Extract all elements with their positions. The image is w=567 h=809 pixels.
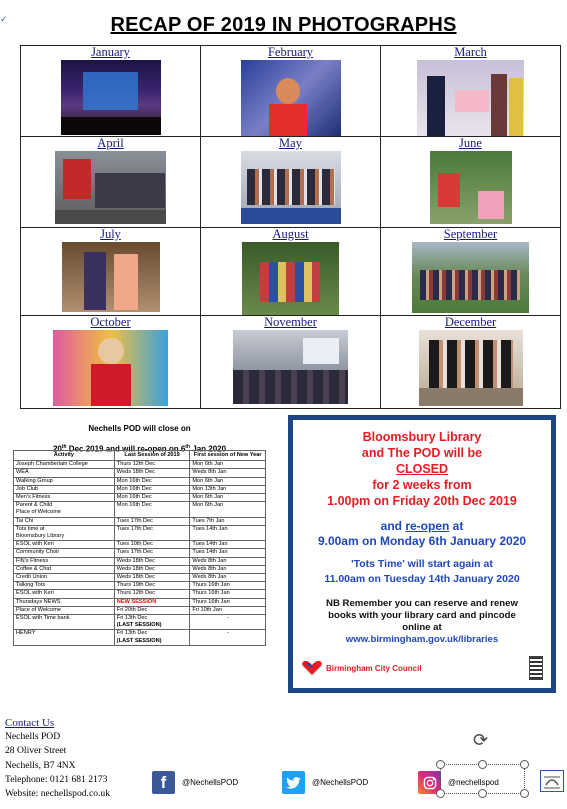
month-label[interactable]: August [272, 227, 309, 241]
month-cell-july [21, 228, 201, 316]
last-session-cell: Mon 16th Dec [114, 502, 190, 517]
photo-september [412, 242, 529, 313]
resize-handle[interactable] [436, 789, 445, 798]
notice-reopen: and re-open at [380, 519, 464, 533]
first-session-cell: Tues 7th Jan [190, 517, 266, 525]
photo-grid [20, 45, 561, 409]
month-cell-may [201, 137, 381, 228]
schedule-row [14, 494, 266, 502]
session-schedule-table [13, 450, 266, 646]
activity-cell: Credit Union [14, 574, 115, 582]
month-cell-april [21, 137, 201, 228]
month-cell-june [381, 137, 561, 228]
schedule-header-row [14, 451, 266, 461]
first-session-cell: Tues 14th Jan [190, 549, 266, 557]
notice-tots-line-2: 11.00am on Tuesday 14th January 2020 [324, 573, 520, 585]
twitter-handle[interactable] [282, 771, 368, 794]
last-session-cell: Mon 16th Dec [114, 494, 190, 502]
first-session-cell: Mon 6th Jan [190, 494, 266, 502]
first-session-cell: Weds 8th Jan [190, 565, 266, 573]
activity-cell: Talking Tots [14, 582, 115, 590]
schedule-row [14, 590, 266, 598]
month-label[interactable]: December [444, 315, 497, 329]
pod-heading-line2: 20th Dec 2019 and will re-open on 6th Jan 2020 [52, 444, 227, 454]
heart-logo-icon [301, 660, 323, 676]
twitter-icon [282, 771, 305, 794]
library-website-link[interactable]: www.birmingham.gov.uk/libraries [345, 634, 499, 645]
layout-options-icon[interactable] [540, 770, 564, 792]
activity-cell: Thursdays NEWS [14, 598, 115, 606]
resize-handle[interactable] [520, 789, 529, 798]
last-session-cell: Mon 16th Dec [114, 477, 190, 485]
schedule-row [14, 630, 266, 645]
corner-mark: ✓ [0, 14, 8, 24]
schedule-row [14, 517, 266, 525]
last-session-cell: NEW SESSION [114, 598, 190, 606]
first-session-cell: Weds 8th Jan [190, 574, 266, 582]
library-badge-icon [529, 656, 543, 680]
month-cell-november [201, 316, 381, 409]
notice-nb-line-1: NB Remember you can reserve and renew [326, 598, 518, 609]
month-cell-february [201, 46, 381, 137]
schedule-row [14, 525, 266, 540]
photo-july [62, 242, 160, 312]
notice-nb-line-2: books with your library card and pincode [328, 610, 516, 621]
photo-june [430, 151, 512, 224]
first-session-cell: Mon 6th Jan [190, 477, 266, 485]
month-label[interactable]: January [91, 45, 130, 59]
last-session-cell: Tues 10th Dec [114, 541, 190, 549]
resize-handle[interactable] [436, 760, 445, 769]
activity-cell: Place of Welcome [14, 606, 115, 614]
last-session-cell: Thurs 19th Dec [114, 582, 190, 590]
activity-cell: Walking Group [14, 477, 115, 485]
activity-cell: Job Club [14, 485, 115, 493]
schedule-row [14, 615, 266, 630]
month-label[interactable]: October [90, 315, 131, 329]
contact-telephone: Telephone: 0121 681 2173 [5, 773, 108, 785]
month-label[interactable]: March [454, 45, 487, 59]
month-cell-december [381, 316, 561, 409]
month-label[interactable]: July [100, 227, 121, 241]
activity-cell: Parent & Child Place of Welcome [14, 502, 115, 517]
last-session-cell: Mon 16th Dec [114, 485, 190, 493]
first-session-cell: Thurs 16th Jan [190, 590, 266, 598]
month-cell-september [381, 228, 561, 316]
instagram-handle-text: @nechellspod [448, 778, 499, 787]
notice-reopen-date: 9.00am on Monday 6th January 2020 [317, 534, 527, 548]
photo-may [241, 151, 341, 224]
month-label[interactable]: September [443, 227, 498, 241]
first-session-cell: Fri 10th Jan [190, 606, 266, 614]
schedule-row [14, 606, 266, 614]
month-label[interactable]: April [97, 136, 124, 150]
last-session-cell: Weds 18th Dec [114, 557, 190, 565]
notice-line-2: and The POD will be [361, 446, 483, 460]
notice-closed: CLOSED [395, 462, 449, 476]
first-session-cell: Mon 13th Jan [190, 485, 266, 493]
last-session-cell: Fri 20th Dec [114, 606, 190, 614]
schedule-body [14, 461, 266, 646]
activity-cell: WEA [14, 469, 115, 477]
schedule-row [14, 477, 266, 485]
last-session-cell: Weds 18th Dec [114, 469, 190, 477]
resize-handle[interactable] [520, 760, 529, 769]
schedule-row [14, 502, 266, 517]
photo-october [53, 330, 168, 406]
pod-heading-line1: Nechells POD will close on [88, 424, 191, 433]
activity-cell: HENRY [14, 630, 115, 645]
council-name: Birmingham City Council [326, 663, 422, 673]
twitter-handle-text: @NechellsPOD [312, 778, 369, 787]
resize-handle[interactable] [478, 760, 487, 769]
activity-cell: Coffee & Chat [14, 565, 115, 573]
schedule-row [14, 582, 266, 590]
activity-cell: Joseph Chamberlain College [14, 461, 115, 469]
month-label[interactable]: June [459, 136, 482, 150]
activity-cell: FiN's Fitness [14, 557, 115, 565]
schedule-row [14, 485, 266, 493]
notice-line-4: for 2 weeks from [372, 478, 472, 492]
last-session-cell: Tues 17th Dec [114, 517, 190, 525]
first-session-cell: - [190, 630, 266, 645]
month-label[interactable]: November [264, 315, 317, 329]
column-header-first-session: First session of New Year [190, 451, 266, 461]
contact-website[interactable]: Website: nechellspod.co.uk [5, 788, 110, 800]
birmingham-city-council-logo [301, 660, 422, 676]
activity-cell: Tots time at Bloomsbury Library [14, 525, 115, 540]
month-cell-january [21, 46, 201, 137]
photo-january [61, 60, 161, 135]
activity-cell: Community Choir [14, 549, 115, 557]
last-session-cell: Fri 13th Dec (LAST SESSION) [114, 615, 190, 630]
notice-tots-line-1: 'Tots Time' will start again at [351, 558, 493, 570]
facebook-icon: f [152, 771, 175, 794]
photo-february [241, 60, 341, 136]
contact-title[interactable]: Contact Us [5, 717, 55, 729]
first-session-cell: Tues 14th Jan [190, 541, 266, 549]
notice-line-5: 1.00pm on Friday 20th Dec 2019 [327, 494, 517, 508]
last-session-cell: Fri 13th Dec (LAST SESSION) [114, 630, 190, 645]
last-session-cell: Tues 17th Dec [114, 525, 190, 540]
page-title: RECAP OF 2019 IN PHOTOGRAPHS [110, 14, 457, 36]
photo-august [242, 242, 339, 315]
activity-cell: Tai Chi [14, 517, 115, 525]
resize-handle[interactable] [478, 789, 487, 798]
month-cell-march [381, 46, 561, 137]
contact-name: Nechells POD [5, 731, 61, 743]
column-header-activity: Activity [14, 451, 115, 461]
first-session-cell: Mon 6th Jan [190, 502, 266, 517]
activity-cell: ESOL with Keri [14, 541, 115, 549]
first-session-cell: Weds 8th Jan [190, 469, 266, 477]
last-session-cell: Thurs 12th Dec [114, 461, 190, 469]
month-cell-august [201, 228, 381, 316]
last-session-cell: Tues 17th Dec [114, 549, 190, 557]
facebook-handle[interactable] [152, 771, 238, 794]
first-session-cell: Thurs 16th Jan [190, 582, 266, 590]
photo-november [233, 330, 348, 404]
month-label[interactable]: February [267, 45, 314, 59]
month-label[interactable]: May [279, 136, 302, 150]
first-session-cell: Mon 6th Jan [190, 461, 266, 469]
schedule-row [14, 565, 266, 573]
last-session-cell: Weds 18th Dec [114, 574, 190, 582]
first-session-cell: Thurs 16th Jan [190, 598, 266, 606]
activity-cell: ESOL with Keri [14, 590, 115, 598]
photo-march [417, 60, 524, 136]
schedule-row [14, 557, 266, 565]
last-session-cell: Weds 18th Dec [114, 565, 190, 573]
column-header-last-session: Last Session of 2019 [114, 451, 190, 461]
last-session-cell: Thurs 12th Dec [114, 590, 190, 598]
photo-april [55, 151, 166, 224]
notice-nb-line-3: online at [402, 622, 442, 633]
schedule-row [14, 598, 266, 606]
facebook-handle-text: @NechellsPOD [182, 778, 239, 787]
schedule-row [14, 549, 266, 557]
first-session-cell: Weds 8th Jan [190, 557, 266, 565]
contact-area: Nechells, B7 4NX [5, 759, 76, 771]
month-cell-october [21, 316, 201, 409]
contact-street: 28 Oliver Street [5, 745, 67, 757]
schedule-row [14, 461, 266, 469]
schedule-row [14, 541, 266, 549]
library-closure-notice [288, 415, 556, 693]
activity-cell: ESOL with Time bank [14, 615, 115, 630]
first-session-cell: Tues 14th Jan [190, 525, 266, 540]
activity-cell: Men's Fitness [14, 494, 115, 502]
photo-december [419, 330, 523, 406]
rotate-handle-icon[interactable]: ⟳ [473, 730, 489, 750]
contact-block [5, 716, 110, 801]
schedule-row [14, 469, 266, 477]
first-session-cell: - [190, 615, 266, 630]
schedule-row [14, 574, 266, 582]
notice-line-1: Bloomsbury Library [362, 430, 482, 444]
